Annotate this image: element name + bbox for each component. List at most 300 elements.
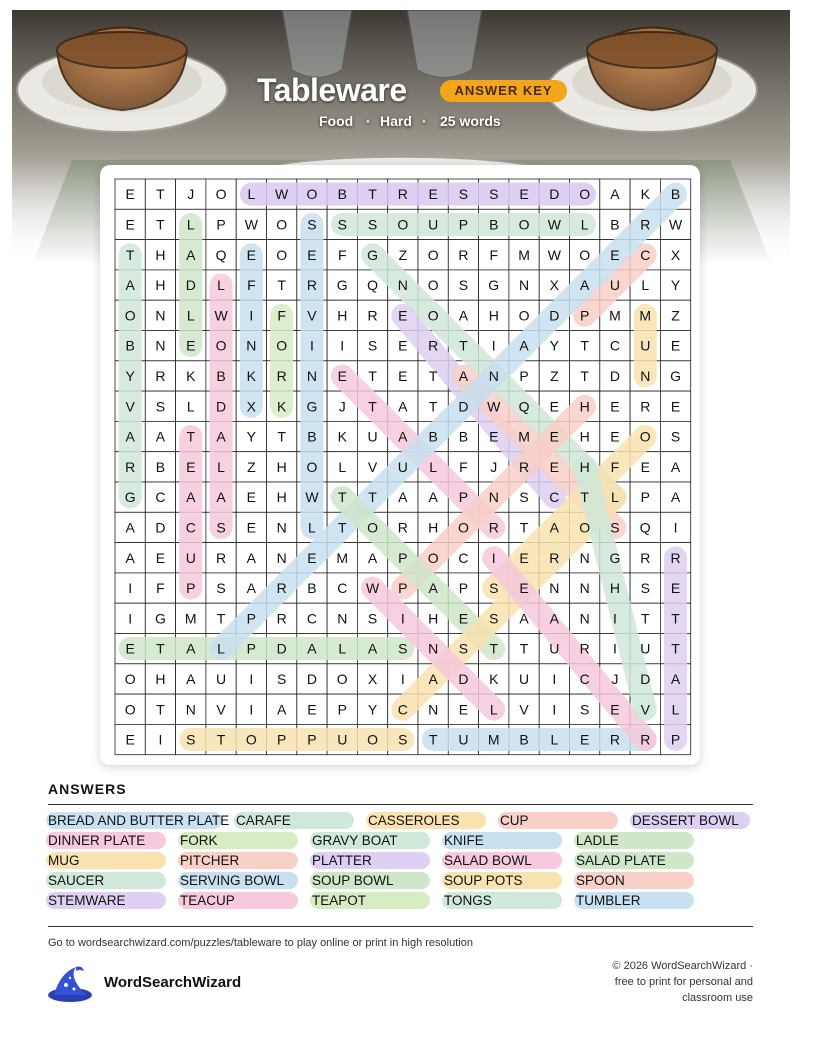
grid-letter: N	[428, 701, 439, 718]
grid-letter: W	[275, 186, 289, 203]
grid-letter: P	[579, 307, 590, 324]
grid-letter: P	[246, 610, 257, 627]
grid-letter: A	[519, 337, 529, 354]
grid-letter: L	[308, 519, 316, 536]
grid-letter: P	[458, 216, 469, 233]
grid-letter: P	[246, 640, 257, 657]
grid-letter: O	[124, 670, 136, 687]
answer-word	[312, 872, 394, 889]
grid-letter: D	[609, 367, 621, 384]
grid-letter: T	[640, 610, 650, 627]
grid-letter: H	[276, 458, 287, 475]
category-label: Food	[319, 113, 354, 129]
grid-letter: U	[549, 640, 560, 657]
grid-letter: W	[547, 216, 561, 233]
grid-letter: W	[365, 580, 380, 597]
grid-letter: I	[249, 670, 254, 687]
grid-letter: Q	[367, 277, 378, 294]
grid-letter: P	[398, 580, 408, 597]
grid-letter: B	[337, 186, 347, 203]
answer-label: SAUCER	[48, 873, 105, 888]
grid-letter: C	[185, 519, 196, 536]
grid-letter: X	[670, 246, 681, 263]
grid-letter: R	[640, 731, 651, 748]
grid-letter: F	[156, 580, 165, 597]
grid-letter: L	[217, 277, 225, 294]
grid-letter: Y	[367, 701, 378, 718]
grid-letter: E	[458, 701, 469, 718]
grid-letter: E	[186, 458, 196, 475]
grid-letter: H	[155, 246, 166, 263]
grid-letter: T	[368, 398, 377, 415]
grid-letter: S	[307, 216, 317, 233]
grid-letter: O	[306, 458, 318, 475]
word-count-label: 25 words	[440, 113, 501, 129]
grid-letter: I	[400, 610, 405, 627]
grid-letter: U	[518, 670, 530, 687]
grid-letter: Y	[246, 428, 257, 445]
grid-letter: A	[458, 367, 469, 384]
grid-letter: F	[459, 458, 468, 475]
grid-letter: S	[398, 731, 408, 748]
grid-letter: P	[458, 489, 469, 506]
grid-letter: P	[519, 367, 529, 384]
grid-letter: A	[186, 489, 196, 506]
grid-letter: B	[458, 428, 469, 445]
grid-letter: J	[490, 458, 498, 475]
grid-letter: T	[580, 367, 589, 384]
grid-letter: A	[670, 458, 681, 475]
grid-letter: Z	[550, 367, 559, 384]
grid-letter: P	[458, 580, 469, 597]
answer-label: PITCHER	[180, 853, 240, 868]
grid-letter: T	[428, 398, 438, 415]
grid-letter: V	[216, 701, 226, 718]
grid-letter: R	[488, 519, 499, 536]
grid-letter: U	[428, 216, 439, 233]
grid-letter: E	[337, 367, 347, 384]
grid-letter: R	[215, 549, 227, 566]
grid-letter: N	[155, 337, 166, 354]
grid-letter: D	[458, 670, 469, 687]
grid-letter: E	[670, 580, 681, 597]
grid-letter: R	[670, 549, 681, 566]
answer-label: CASSEROLES	[368, 813, 460, 828]
answer-word	[180, 852, 239, 869]
grid-letter: A	[276, 701, 287, 718]
grid-letter: L	[671, 701, 680, 718]
grid-letter: R	[549, 549, 560, 566]
grid-letter: N	[579, 610, 590, 627]
grid-letter: J	[187, 186, 195, 203]
grid-letter: T	[337, 489, 347, 506]
grid-letter: M	[609, 307, 621, 324]
grid-letter: A	[458, 307, 469, 324]
grid-letter: E	[610, 398, 620, 415]
grid-letter: V	[367, 458, 378, 475]
grid-letter: A	[670, 670, 681, 687]
grid-letter: E	[398, 367, 408, 384]
grid-letter: S	[216, 580, 226, 597]
grid-letter: E	[519, 580, 529, 597]
grid-letter: C	[397, 701, 408, 718]
grid-letter: G	[124, 489, 136, 506]
grid-letter: P	[640, 489, 650, 506]
grid-letter: D	[458, 398, 469, 415]
grid-letter: Q	[518, 398, 530, 415]
grid-letter: L	[338, 458, 347, 475]
grid-letter: L	[217, 458, 225, 475]
grid-letter: L	[489, 701, 498, 718]
grid-letter: E	[640, 458, 650, 475]
answer-word	[236, 812, 291, 829]
difficulty-label: Hard	[380, 113, 412, 129]
grid-letter: S	[458, 277, 469, 294]
grid-letter: P	[398, 549, 408, 566]
grid-letter: N	[488, 489, 499, 506]
grid-letter: A	[125, 277, 135, 294]
grid-letter: S	[367, 337, 378, 354]
grid-letter: T	[156, 186, 165, 203]
answer-label: SPOON	[576, 873, 625, 888]
answer-label: SOUP BOWL	[312, 873, 394, 888]
grid-letter: D	[640, 670, 651, 687]
grid-letter: S	[458, 186, 469, 203]
grid-letter: O	[579, 246, 591, 263]
answer-word	[576, 852, 666, 869]
grid-letter: P	[186, 580, 196, 597]
answer-word	[48, 832, 145, 849]
grid-letter: I	[613, 610, 617, 627]
grid-letter: F	[489, 246, 499, 263]
grid-letter: D	[185, 277, 196, 294]
grid-letter: I	[491, 337, 496, 354]
puzzle-card	[100, 165, 700, 765]
grid-letter: A	[367, 640, 378, 657]
grid-letter: R	[306, 277, 318, 294]
grid-letter: V	[640, 701, 650, 718]
answer-label: TUMBLER	[576, 893, 641, 908]
grid-letter: Z	[247, 458, 256, 475]
grid-letter: N	[549, 580, 560, 597]
grid-letter: O	[518, 307, 530, 324]
grid-letter: O	[276, 216, 288, 233]
grid-letter: O	[427, 549, 439, 566]
grid-letter: G	[670, 367, 681, 384]
grid-letter: C	[337, 580, 348, 597]
grid-letter: G	[367, 246, 378, 263]
grid-letter: O	[306, 186, 318, 203]
grid-letter: O	[124, 307, 136, 324]
grid-letter: T	[277, 277, 286, 294]
answer-label: CARAFE	[236, 813, 291, 828]
grid-letter: D	[306, 670, 318, 687]
grid-letter: O	[427, 246, 439, 263]
grid-letter: H	[428, 610, 439, 627]
copyright-line: free to print for personal and	[614, 976, 753, 988]
grid-letter: P	[276, 731, 287, 748]
grid-letter: O	[215, 186, 227, 203]
answer-word	[444, 832, 484, 849]
grid-letter: B	[428, 428, 438, 445]
grid-letter: S	[155, 398, 166, 415]
grid-letter: W	[244, 216, 258, 233]
grid-letter: O	[124, 701, 136, 718]
grid-letter: L	[580, 216, 589, 233]
grid-letter: R	[397, 186, 408, 203]
grid-letter: B	[610, 216, 620, 233]
grid-letter: N	[276, 549, 287, 566]
grid-letter: T	[368, 186, 377, 203]
grid-letter: L	[338, 640, 347, 657]
grid-letter: C	[579, 670, 590, 687]
answer-word	[312, 852, 372, 869]
grid-letter: M	[184, 610, 197, 627]
grid-letter: Y	[125, 367, 135, 384]
grid-letter: E	[610, 246, 620, 263]
grid-letter: T	[671, 640, 680, 657]
grid-letter: X	[549, 277, 560, 294]
grid-letter: N	[579, 580, 590, 597]
answer-label: DESSERT BOWL	[632, 813, 739, 828]
grid-letter: D	[549, 307, 560, 324]
grid-letter: U	[337, 731, 348, 748]
grid-letter: I	[491, 549, 496, 566]
grid-letter: I	[400, 670, 405, 687]
grid-letter: S	[610, 519, 620, 536]
grid-letter: N	[640, 367, 651, 384]
answer-label: FORK	[180, 833, 218, 848]
answer-word	[632, 812, 739, 829]
answer-label: PLATTER	[312, 853, 372, 868]
grid-letter: K	[640, 186, 650, 203]
grid-letter: G	[336, 277, 348, 294]
grid-letter: S	[458, 640, 469, 657]
grid-letter: A	[246, 549, 257, 566]
grid-letter: G	[488, 277, 500, 294]
grid-letter: O	[367, 519, 378, 536]
grid-letter: H	[337, 307, 348, 324]
grid-letter: T	[216, 610, 226, 627]
grid-letter: N	[155, 307, 166, 324]
grid-letter: A	[398, 428, 408, 445]
grid-letter: G	[306, 398, 318, 415]
grid-letter: O	[639, 428, 651, 445]
grid-letter: S	[367, 610, 378, 627]
grid-letter: C	[609, 337, 621, 354]
grid-letter: L	[186, 307, 195, 324]
grid-letter: E	[428, 186, 438, 203]
meta-separator: ·	[366, 113, 371, 129]
answer-label: SALAD PLATE	[576, 853, 666, 868]
answer-word	[48, 872, 104, 889]
answer-word	[48, 812, 229, 829]
grid-letter: E	[125, 731, 135, 748]
answer-label: GRAVY BOAT	[312, 833, 398, 848]
grid-letter: B	[489, 216, 499, 233]
grid-letter: W	[214, 307, 228, 324]
grid-letter: A	[549, 519, 560, 536]
grid-letter: H	[609, 580, 621, 597]
grid-letter: A	[246, 580, 257, 597]
grid-letter: R	[367, 307, 378, 324]
grid-letter: O	[427, 277, 439, 294]
answer-word	[576, 832, 619, 849]
grid-letter: A	[125, 549, 135, 566]
grid-letter: N	[306, 367, 318, 384]
grid-letter: T	[519, 640, 529, 657]
grid-letter: E	[246, 519, 257, 536]
answer-list	[48, 812, 753, 912]
grid-letter: A	[519, 610, 529, 627]
answer-label: DINNER PLATE	[48, 833, 146, 848]
grid-letter: R	[579, 640, 590, 657]
answer-label: MUG	[48, 853, 80, 868]
grid-letter: E	[549, 458, 560, 475]
grid-letter: R	[125, 458, 136, 475]
grid-letter: A	[186, 640, 196, 657]
grid-letter: V	[307, 307, 317, 324]
answer-label: TEAPOT	[312, 893, 367, 908]
grid-letter: E	[307, 701, 317, 718]
grid-letter: U	[640, 337, 651, 354]
grid-letter: O	[276, 246, 288, 263]
grid-letter: U	[185, 549, 196, 566]
grid-letter: I	[128, 580, 133, 597]
grid-letter: A	[670, 489, 681, 506]
grid-letter: C	[306, 610, 318, 627]
grid-letter: E	[246, 246, 257, 263]
grid-letter: U	[397, 458, 408, 475]
grid-letter: L	[611, 489, 619, 506]
grid-letter: M	[336, 549, 349, 566]
grid-letter: M	[639, 307, 652, 324]
grid-letter: M	[487, 731, 500, 748]
grid-letter: Z	[671, 307, 680, 324]
grid-letter: O	[579, 519, 591, 536]
grid-letter: L	[550, 731, 559, 748]
grid-letter: G	[155, 610, 166, 627]
answer-word	[500, 812, 529, 829]
grid-letter: H	[579, 398, 590, 415]
answer-word	[444, 872, 523, 889]
answer-word	[576, 892, 641, 909]
grid-letter: N	[579, 549, 590, 566]
grid-letter: B	[216, 367, 226, 384]
grid-letter: R	[458, 246, 469, 263]
answer-word	[312, 892, 366, 909]
grid-letter: K	[489, 670, 499, 687]
grid-letter: T	[519, 519, 529, 536]
grid-letter: A	[125, 428, 135, 445]
answer-word	[312, 832, 398, 849]
grid-letter: E	[549, 428, 560, 445]
answer-word	[180, 832, 218, 849]
grid-letter: I	[310, 337, 314, 354]
grid-letter: E	[307, 549, 317, 566]
grid-letter: I	[613, 640, 617, 657]
puzzle-meta	[312, 113, 532, 133]
grid-letter: T	[277, 428, 286, 445]
grid-letter: A	[610, 186, 620, 203]
grid-letter: T	[428, 367, 438, 384]
grid-letter: E	[519, 549, 529, 566]
grid-letter: F	[247, 277, 256, 294]
grid-letter: S	[216, 519, 226, 536]
grid-letter: F	[610, 458, 620, 475]
grid-letter: V	[125, 398, 135, 415]
grid-letter: J	[611, 670, 619, 687]
grid-letter: M	[518, 428, 530, 445]
grid-letter: R	[397, 519, 408, 536]
puzzle-title: Tableware	[257, 72, 407, 108]
grid-letter: O	[518, 216, 530, 233]
answer-word	[180, 872, 284, 889]
grid-letter: T	[156, 216, 165, 233]
grid-letter: U	[458, 731, 469, 748]
grid-letter: A	[307, 640, 317, 657]
grid-letter: L	[186, 398, 195, 415]
grid-letter: T	[186, 428, 196, 445]
grid-letter: R	[276, 610, 287, 627]
divider	[48, 804, 753, 805]
grid-letter: I	[552, 670, 557, 687]
grid-letter: L	[247, 186, 256, 203]
grid-letter: R	[640, 549, 651, 566]
grid-letter: U	[640, 640, 651, 657]
grid-letter: R	[640, 398, 651, 415]
grid-letter: R	[640, 216, 651, 233]
answer-label: TEACUP	[180, 893, 235, 908]
answer-word	[576, 872, 625, 889]
divider	[48, 926, 753, 927]
grid-letter: K	[246, 367, 257, 384]
grid-letter: H	[579, 428, 590, 445]
grid-letter: C	[155, 489, 166, 506]
grid-letter: Q	[639, 519, 651, 536]
grid-letter: E	[246, 489, 257, 506]
grid-letter: L	[217, 640, 225, 657]
grid-letter: A	[155, 428, 166, 445]
copyright-line: © 2026 WordSearchWizard ·	[612, 960, 753, 972]
grid-letter: H	[276, 489, 287, 506]
grid-letter: Q	[215, 246, 227, 263]
answers-heading: ANSWERS	[48, 781, 127, 797]
grid-letter: I	[158, 731, 163, 748]
grid-letter: T	[671, 610, 680, 627]
grid-letter: X	[246, 398, 257, 415]
grid-letter: J	[338, 398, 346, 415]
grid-letter: C	[640, 246, 651, 263]
grid-letter: F	[277, 307, 286, 324]
grid-letter: D	[549, 186, 560, 203]
grid-letter: B	[155, 458, 166, 475]
grid-letter: I	[552, 701, 557, 718]
grid-letter: S	[186, 731, 196, 748]
grid-letter: D	[276, 640, 287, 657]
grid-letter: X	[367, 670, 378, 687]
grid-letter: N	[185, 701, 196, 718]
grid-letter: A	[398, 398, 408, 415]
grid-letter: H	[155, 670, 166, 687]
grid-letter: R	[518, 458, 530, 475]
grid-letter: V	[519, 701, 529, 718]
grid-letter: T	[580, 489, 589, 506]
grid-letter: E	[125, 216, 135, 233]
grid-letter: K	[337, 428, 347, 445]
grid-letter: T	[125, 246, 135, 263]
grid-letter: S	[489, 186, 499, 203]
